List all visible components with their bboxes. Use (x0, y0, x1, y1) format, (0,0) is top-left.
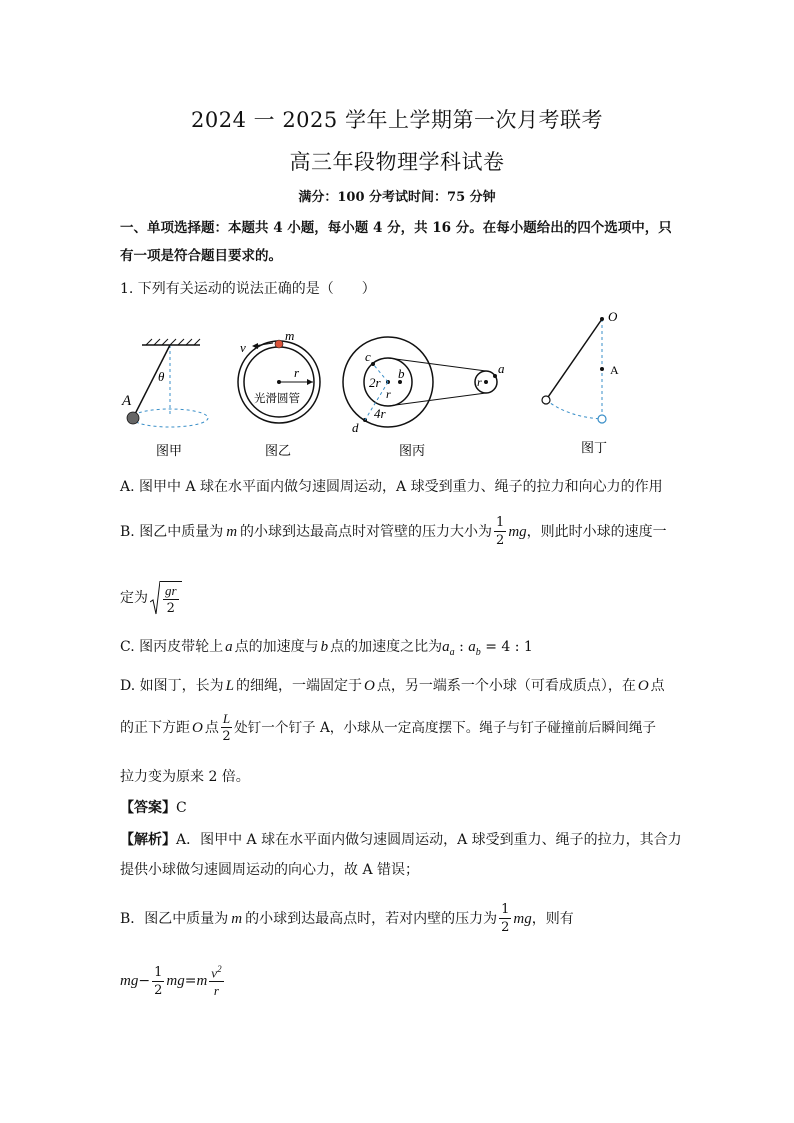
analysis-b-line (120, 903, 680, 934)
equation-mg1: mg (120, 973, 139, 990)
fig-yi-label-m: m (285, 328, 295, 343)
fig-yi-label-v: v (240, 340, 246, 355)
option-b-fraction (494, 516, 506, 547)
option-a: A. 图甲中 A 球在水平面内做匀速圆周运动，A 球受到重力、绳子的拉力和向心力的作用 (120, 479, 663, 495)
equation-v2 (209, 965, 223, 982)
fig-jia-label-theta: θ (158, 369, 165, 384)
option-c-text2: 点的加速度与 (234, 639, 319, 655)
option-b-sqrt-num: gr (165, 583, 177, 598)
option-b-prefix: 定为 (120, 590, 148, 606)
exam-title-line2: 高三年段物理学科试卷 (289, 150, 505, 174)
analysis-b-frac-den: 2 (501, 920, 510, 935)
option-d-text3: 点，另一端系一个小球（可看成质点），在 (376, 678, 636, 694)
option-d-text6: 点 (204, 719, 219, 736)
figure-yi (238, 328, 320, 459)
option-d-line2 (120, 712, 680, 743)
equation-sup: 2 (217, 964, 222, 974)
fig-bing-label-4r: 4r (374, 406, 386, 421)
option-d-frac-den: 2 (222, 729, 231, 744)
exam-subtitle: 满分：100 分考试时间：75 分钟 (298, 190, 496, 205)
equation-eq: = (184, 973, 197, 990)
option-d-fraction (221, 712, 232, 743)
analysis-b-text1: B．图乙中质量为 (120, 910, 229, 927)
exam-title-line1: 2024 一 2025 学年上学期第一次月考联考 (191, 108, 603, 132)
option-d-text5: 的正下方距 (120, 719, 190, 736)
sqrt-sign-icon (150, 580, 160, 616)
option-b-text2: 的小球到达最高点时对管壁的压力大小为 (240, 523, 493, 540)
analysis-b-fraction (499, 903, 511, 934)
equation (120, 965, 680, 997)
fig-yi-label-tube: 光滑圆管 (254, 391, 300, 405)
fig-jia-caption: 图甲 (156, 444, 183, 459)
analysis-b-m: m (231, 910, 243, 927)
equation-r: r (213, 983, 219, 999)
analysis-b-text3: ，则有 (531, 910, 574, 927)
equation-frac-num: 1 (154, 964, 163, 980)
analysis-a-line2: 提供小球做匀速圆周运动的向心力，故 A 错误； (120, 862, 420, 878)
option-c-sub-b: b (475, 646, 481, 658)
option-d-O1: O (363, 678, 375, 694)
answer-label: 【答案】 (120, 800, 176, 816)
fig-bing-label-2r: 2r (369, 375, 381, 390)
fig-ding-label-O: O (608, 309, 618, 324)
analysis-line1 (120, 826, 680, 854)
fig-yi-label-r: r (294, 365, 300, 380)
fig-ding-caption: 图丁 (581, 441, 608, 456)
option-c (120, 633, 680, 667)
fig-jia-label-A: A (122, 393, 132, 409)
analysis-b-text2: 的小球到达最高点时，若对内壁的压力为 (245, 910, 498, 927)
option-d-text2: 的细绳，一端固定于 (235, 678, 362, 694)
equation-minus: − (138, 973, 151, 990)
equation-mg2: mg (166, 973, 185, 990)
analysis-label: 【解析】 (120, 832, 176, 848)
equation-m: m (196, 973, 208, 990)
option-d-frac-num: L (222, 711, 231, 726)
option-d-L: L (225, 678, 234, 694)
section-heading-line1: 一、单项选择题：本题共 4 小题，每小题 4 分，共 16 分。在每小题给出的四个选项中，只 (120, 220, 672, 236)
option-d-line1 (120, 672, 680, 700)
option-c-b: b (320, 639, 329, 655)
option-b-mg: mg (508, 523, 527, 540)
answer-line (120, 794, 680, 822)
option-b-m: m (226, 523, 238, 540)
equation-v: v (211, 965, 218, 981)
equation-frac-den: 2 (154, 982, 163, 998)
option-c-text3: 点的加速度之比为 (330, 639, 443, 655)
option-d-O3: O (192, 719, 203, 736)
option-b-radicand (160, 581, 182, 615)
option-b-sqrt-den: 2 (166, 601, 175, 616)
fig-bing-caption: 图丙 (399, 444, 426, 459)
question-figures (118, 305, 688, 470)
option-c-a: a (225, 639, 233, 655)
fig-bing-label-r-small: r (477, 375, 482, 389)
option-b-text3: ，则此时小球的速度一 (526, 523, 667, 540)
option-b-frac-num: 1 (496, 515, 505, 530)
fig-bing-label-c: c (365, 349, 371, 364)
option-b-text1: B. 图乙中质量为 (120, 523, 224, 540)
equation-fraction (152, 966, 164, 997)
option-b-line2 (120, 580, 680, 616)
option-c-ratio-a: a (442, 639, 450, 655)
option-c-text1: C. 图丙皮带轮上 (120, 639, 224, 655)
option-c-sub-a: a (449, 646, 455, 658)
answer-value: C (176, 800, 187, 816)
fig-bing-label-b: b (398, 366, 405, 381)
analysis-a-line1: A．图甲中 A 球在水平面内做匀速圆周运动，A 球受到重力、绳子的拉力，其合力 (176, 832, 682, 848)
figure-ding (542, 309, 619, 456)
fig-yi-caption: 图乙 (265, 444, 292, 459)
option-d-text4: 点 (650, 678, 665, 694)
option-d-text7: 处钉一个钉子 A，小球从一定高度摆下。绳子与钉子碰撞前后瞬间绳子 (234, 719, 657, 736)
fig-bing-label-r-inner: r (386, 387, 391, 401)
option-b-line1 (120, 516, 680, 547)
option-b-frac-den: 2 (496, 533, 505, 548)
option-d-text1: D. 如图丁，长为 (120, 678, 224, 694)
option-b-sqrt (150, 580, 182, 616)
question-stem: 1. 下列有关运动的说法正确的是（ ） (120, 281, 376, 297)
equation-v2-over-r (209, 965, 223, 997)
section-heading-line2: 有一项是符合题目要求的。 (120, 248, 282, 264)
option-c-ratio-b: a (468, 639, 476, 655)
figure-jia (121, 339, 208, 459)
option-c-colon: : (454, 639, 469, 655)
analysis-b-mg: mg (513, 910, 532, 927)
fig-bing-label-a: a (498, 361, 505, 376)
fig-ding-label-A: A (610, 363, 619, 377)
option-d-line3: 拉力变为原来 2 倍。 (120, 769, 250, 785)
figure-bing (343, 337, 505, 459)
analysis-b-frac-num: 1 (501, 902, 510, 917)
option-c-value: = 4 : 1 (480, 639, 533, 655)
fig-bing-label-d: d (352, 420, 359, 435)
option-d-O2: O (637, 678, 649, 694)
